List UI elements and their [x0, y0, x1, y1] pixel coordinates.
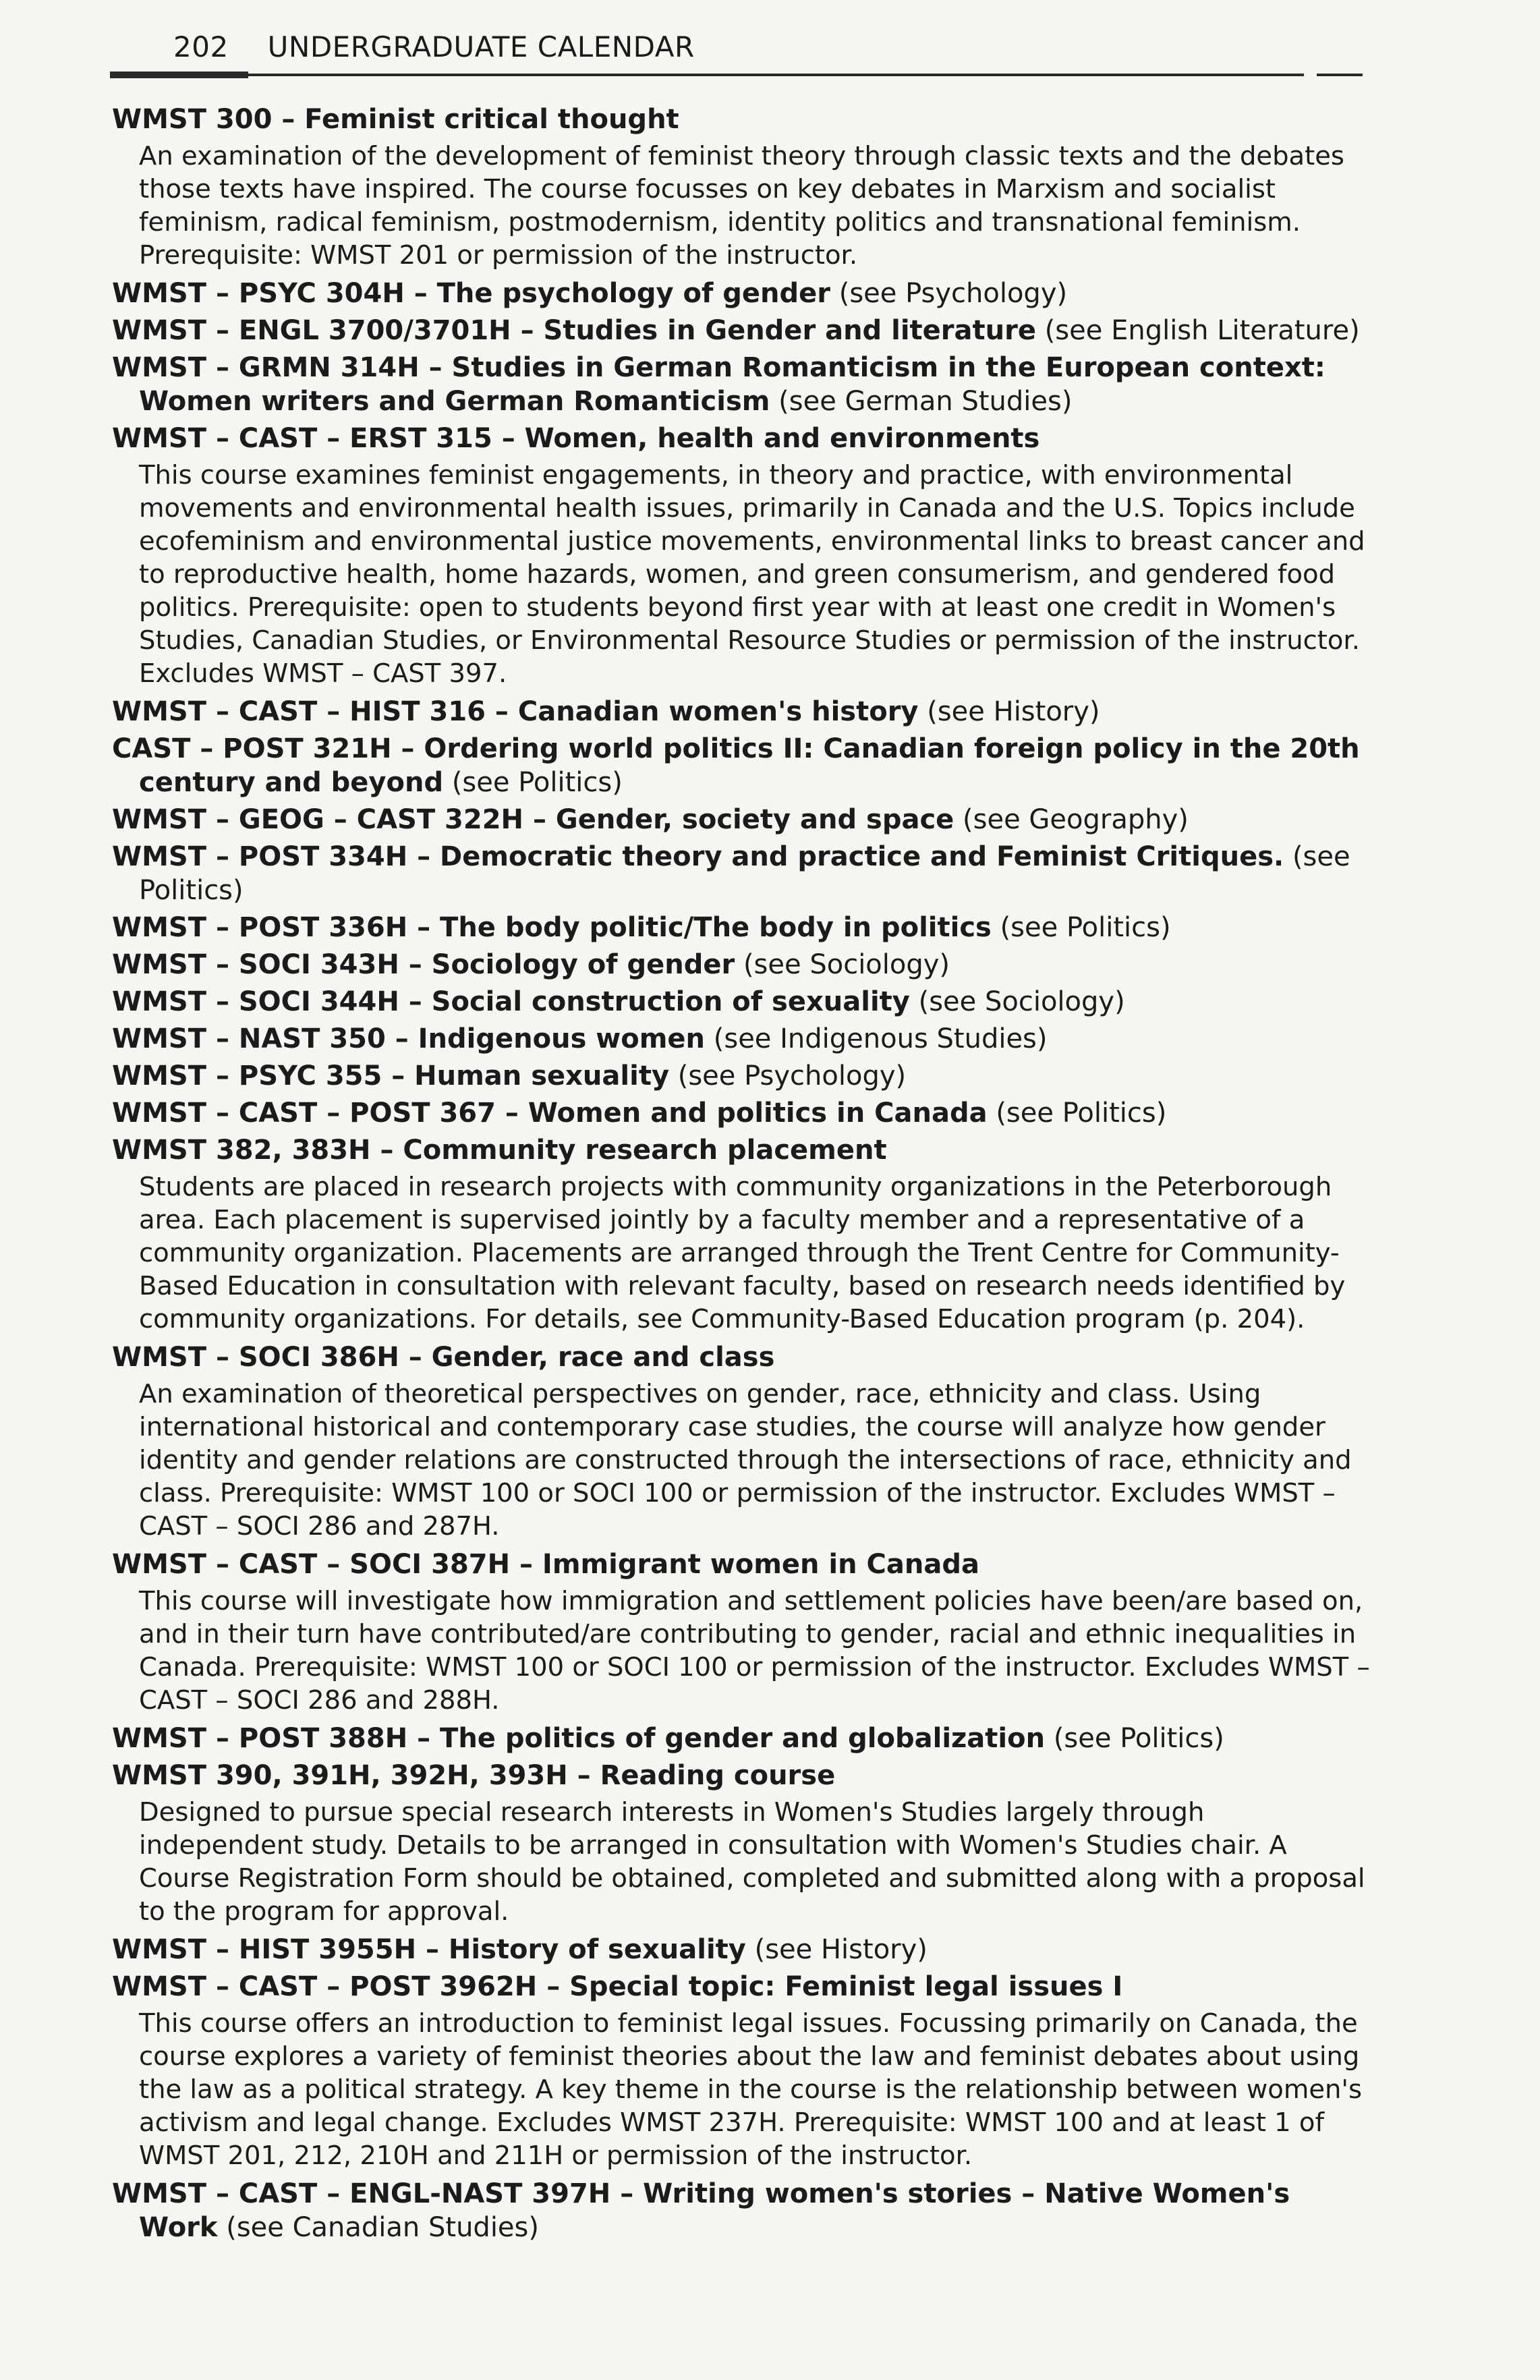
course-description: An examination of the development of feminist theory through classic texts and the debates those texts have inspired. The course focusses on key debates in Marxism and socialist feminism, radical feminism, postmodernism, identity politics and transnational feminism. Prerequisite: WMST 201 or permission of the instructor.	[139, 141, 1344, 271]
course-heading	[109, 1722, 1371, 1755]
course-title: WMST – CAST – ERST 315 – Women, health and environments	[112, 423, 1040, 454]
course-entry	[109, 1340, 1371, 1543]
course-heading	[109, 695, 1371, 729]
course-description: This course examines feminist engagements, in theory and practice, with environmental movements and environmental health issues, primarily in Canada and the U.S. Topics include ecofeminism and environmental justice movements, environmental links to breast cancer and to reproductive health, home hazards, women, and green consumerism, and gendered food politics. Prerequisite: open to students beyond first year with at least one credit in Women's Studies, Canadian Studies, or Environmental Resource Studies or permission of the instructor. Excludes WMST – CAST 397.	[139, 460, 1365, 689]
course-entry	[109, 1933, 1371, 1966]
see-reference: (see Indigenous Studies)	[713, 1023, 1048, 1054]
see-reference: (see Psychology)	[838, 278, 1068, 309]
course-entry	[109, 1096, 1371, 1130]
course-entry	[109, 277, 1371, 310]
see-reference: (see Sociology)	[918, 986, 1125, 1017]
course-description: Students are placed in research projects with community organizations in the Peterborough area. Each placement is supervised jointly by a faculty member and a representative of a community organization. Placements are arranged through the Trent Centre for Community-Based Education in consultation with relevant faculty, based on research needs identified by community organizations. For details, see Community-Based Education program (p. 204).	[139, 1172, 1346, 1334]
see-reference: (see Sociology)	[743, 949, 950, 980]
course-description: Designed to pursue special research interests in Women's Studies largely through independent study. Details to be arranged in consultation with Women's Studies chair. A Course Registration Form should be obtained, completed and submitted along with a proposal to the program for approval.	[139, 1797, 1365, 1927]
see-reference: (see German Studies)	[778, 386, 1073, 417]
course-heading	[109, 1759, 1371, 1792]
course-entry	[109, 840, 1371, 907]
course-heading	[109, 1340, 1371, 1374]
course-entry	[109, 1722, 1371, 1755]
running-title: UNDERGRADUATE CALENDAR	[267, 30, 695, 63]
course-entry	[109, 1548, 1371, 1717]
course-heading	[109, 351, 1371, 418]
course-entry	[109, 1133, 1371, 1336]
course-entry	[109, 695, 1371, 729]
course-heading	[109, 985, 1371, 1019]
see-reference: (see Politics)	[139, 841, 1350, 906]
course-title: CAST – POST 321H – Ordering world politics II: Canadian foreign policy in the 20th century and beyond	[112, 733, 1360, 798]
course-entry	[109, 351, 1371, 418]
course-heading	[109, 2177, 1371, 2244]
course-title: WMST – POST 334H – Democratic theory and practice and Feminist Critiques.	[112, 841, 1284, 872]
course-description: This course will investigate how immigration and settlement policies have been/are based on, and in their turn have contributed/are contributing to gender, racial and ethnic inequalities in Canada. Prerequisite: WMST 100 or SOCI 100 or permission of the instructor. Excludes WMST – CAST – SOCI 286 and 288H.	[139, 1586, 1370, 1716]
course-heading	[109, 1022, 1371, 1056]
see-reference: (see Geography)	[963, 804, 1189, 835]
course-heading	[109, 103, 1371, 136]
see-reference: (see Psychology)	[677, 1060, 907, 1092]
course-title: WMST – PSYC 304H – The psychology of gender	[112, 278, 830, 309]
see-reference: (see Politics)	[996, 1098, 1167, 1129]
course-title: WMST – POST 336H – The body politic/The body in politics	[112, 912, 992, 943]
course-entry	[109, 103, 1371, 272]
course-entry	[109, 1759, 1371, 1928]
course-title: WMST – SOCI 343H – Sociology of gender	[112, 949, 735, 980]
course-heading	[109, 1970, 1371, 2004]
course-description: This course offers an introduction to feminist legal issues. Focussing primarily on Canada, the course explores a variety of feminist theories about the law and feminist debates about using the law as a political strategy. A key theme in the course is the relationship between women's activism and legal change. Excludes WMST 237H. Prerequisite: WMST 100 and at least 1 of WMST 201, 212, 210H and 211H or permission of the instructor.	[139, 2008, 1363, 2171]
see-reference: (see English Literature)	[1044, 315, 1360, 346]
page-number: 202	[173, 30, 229, 63]
course-title: WMST – CAST – HIST 316 – Canadian women's history	[112, 696, 919, 727]
see-reference: (see Politics)	[451, 767, 623, 798]
course-title: WMST – NAST 350 – Indigenous women	[112, 1023, 706, 1054]
course-title: WMST – CAST – ENGL-NAST 397H – Writing women's stories – Native Women's Work	[112, 2178, 1290, 2243]
see-reference: (see History)	[927, 696, 1100, 727]
course-title: WMST – SOCI 344H – Social construction of sexuality	[112, 986, 910, 1017]
header-rule-end	[1317, 74, 1363, 76]
course-title: WMST – GEOG – CAST 322H – Gender, society and space	[112, 804, 954, 835]
course-entry	[109, 948, 1371, 982]
course-entry	[109, 1022, 1371, 1056]
course-heading	[109, 911, 1371, 944]
course-heading	[109, 422, 1371, 455]
course-entry	[109, 732, 1371, 799]
course-title: WMST – ENGL 3700/3701H – Studies in Gender and literature	[112, 315, 1036, 346]
course-entry	[109, 911, 1371, 944]
course-title: WMST – CAST – POST 3962H – Special topic: Feminist legal issues I	[112, 1971, 1123, 2002]
course-heading	[109, 803, 1371, 837]
course-heading	[109, 277, 1371, 310]
course-entry	[109, 985, 1371, 1019]
course-description: An examination of theoretical perspectives on gender, race, ethnicity and class. Using international historical and contemporary case studies, the course will analyze how gender identity and gender relations are constructed through the intersections of race, ethnicity and class. Prerequisite: WMST 100 or SOCI 100 or permission of the instructor. Excludes WMST – CAST – SOCI 286 and 287H.	[139, 1379, 1352, 1541]
course-entry	[109, 803, 1371, 837]
course-title: WMST – GRMN 314H – Studies in German Romanticism in the European context: Women writers and German Romanticism	[112, 352, 1325, 417]
course-title: WMST 382, 383H – Community research placement	[112, 1135, 887, 1166]
course-title: WMST – CAST – POST 367 – Women and politics in Canada	[112, 1098, 988, 1129]
course-heading	[109, 732, 1371, 799]
course-heading	[109, 1933, 1371, 1966]
course-heading	[109, 1096, 1371, 1130]
course-heading	[109, 948, 1371, 982]
see-reference: (see Canadian Studies)	[226, 2212, 539, 2243]
running-header	[173, 27, 695, 67]
header-rule-accent	[110, 72, 248, 78]
see-reference: (see Politics)	[1053, 1723, 1224, 1754]
course-heading	[109, 1548, 1371, 1581]
course-title: WMST – CAST – SOCI 387H – Immigrant women in Canada	[112, 1549, 979, 1580]
course-title: WMST 390, 391H, 392H, 393H – Reading course	[112, 1760, 836, 1791]
course-heading	[109, 314, 1371, 347]
course-title: WMST 300 – Feminist critical thought	[112, 104, 679, 135]
course-listing	[109, 103, 1371, 2248]
course-title: WMST – HIST 3955H – History of sexuality	[112, 1934, 746, 1965]
course-title: WMST – PSYC 355 – Human sexuality	[112, 1060, 670, 1092]
see-reference: (see History)	[754, 1934, 928, 1965]
course-heading	[109, 1133, 1371, 1167]
header-rule	[110, 74, 1304, 76]
course-heading	[109, 1059, 1371, 1093]
course-entry	[109, 2177, 1371, 2244]
course-entry	[109, 314, 1371, 347]
see-reference: (see Politics)	[1000, 912, 1171, 943]
course-heading	[109, 840, 1371, 907]
course-entry	[109, 1970, 1371, 2172]
course-title: WMST – SOCI 386H – Gender, race and class	[112, 1342, 775, 1373]
course-entry	[109, 1059, 1371, 1093]
course-entry	[109, 422, 1371, 690]
course-title: WMST – POST 388H – The politics of gender and globalization	[112, 1723, 1046, 1754]
